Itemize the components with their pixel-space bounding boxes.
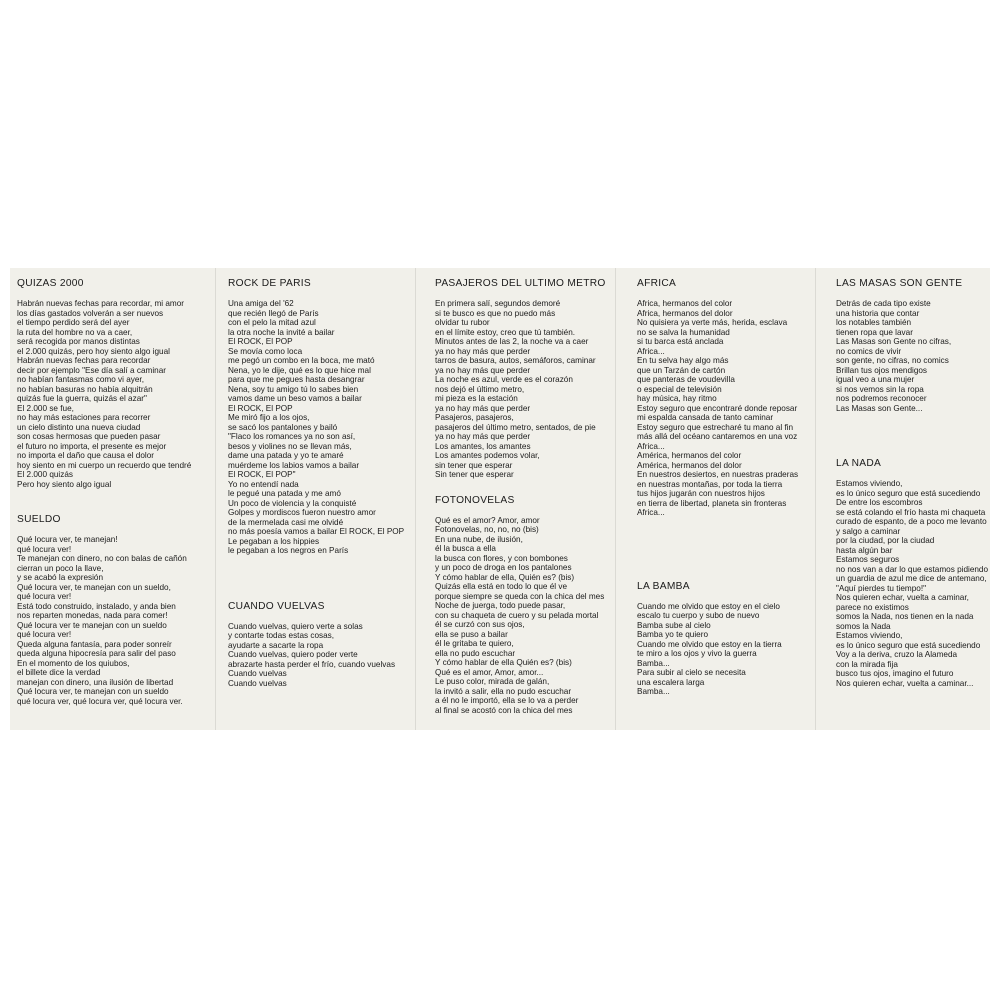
lyric-line: te miro a los ojos y vivo la guerra — [637, 649, 757, 658]
lyric-line: sin tener que esperar — [435, 460, 513, 470]
lyric-line: el billete dice la verdad — [17, 668, 101, 677]
lyric-line: olvidar tu rubor — [435, 318, 490, 327]
lyric-line: Le puso color, mirada de galán, — [435, 677, 550, 686]
lyric-line: Fotonovelas, no, no, no (bis) — [435, 525, 539, 534]
song-fotonovelas — [435, 494, 606, 716]
lyric-line: si te busco es que no puedo más — [435, 308, 556, 318]
lyric-line: Estamos seguros — [836, 555, 900, 564]
lyric-line: Africa... — [637, 346, 665, 356]
spacer — [17, 489, 191, 513]
lyric-line: quizás fue la guerra, quizás el azar" — [17, 394, 147, 403]
lyric-line: en nuestras montañas, por toda la tierra — [637, 479, 783, 489]
lyric-line: Bamba... — [637, 687, 670, 696]
lyric-line: manejan con dinero, una ilusión de libertad — [17, 677, 174, 687]
lyric-line: no importa el daño que causa el dolor — [17, 451, 155, 460]
song-lyrics — [435, 516, 606, 716]
lyric-line: la ruta del hombre no va a caer, — [17, 327, 133, 337]
lyric-line: Brillan tus ojos mendigos — [836, 365, 928, 375]
song-sueldo — [17, 513, 191, 706]
lyric-line: Voy a la deriva, cruzo la Alameda — [836, 650, 958, 659]
lyric-line: Bamba sube al cielo — [637, 620, 711, 630]
song-la-bamba — [637, 580, 798, 697]
lyric-line: De entre los escombros — [836, 498, 923, 507]
spacer — [836, 413, 988, 457]
lyric-line: Sin tener que esperar — [435, 470, 514, 479]
song-lyrics — [836, 299, 988, 413]
lyrics-column-5 — [836, 277, 988, 688]
lyric-line: Y cómo hablar de ella Quién es? (bis) — [435, 658, 572, 667]
lyric-line: él le gritaba te quiero, — [435, 639, 514, 648]
song-title: QUIZAS 2000 — [17, 278, 84, 289]
lyric-line: hasta algún bar — [836, 545, 893, 555]
lyric-line: queda alguna hipocresía para salir del paso — [17, 649, 176, 658]
lyric-line: no nos van a dar lo que estamos pidiendo — [836, 564, 989, 574]
lyric-line: no comics de vivir — [836, 346, 902, 356]
song-title: SUELDO — [17, 514, 61, 525]
lyric-line: Una amiga del '62 — [228, 299, 294, 308]
lyric-line: Nos quieren echar, vuelta a caminar... — [836, 678, 974, 688]
lyric-line: ya no hay más que perder — [435, 403, 531, 413]
lyric-line: ella se puso a bailar — [435, 629, 508, 639]
lyric-line: y se acabó la expresión — [17, 573, 104, 582]
lyric-line: el tiempo perdido será del ayer — [17, 318, 130, 327]
lyric-line: en tierra de libertad, planeta sin fronteras — [637, 498, 787, 508]
lyric-line: le pegaban a los negros en París — [228, 546, 349, 555]
lyric-line: tienen ropa que lavar — [836, 327, 913, 337]
lyric-line: y contarte todas estas cosas, — [228, 631, 335, 640]
lyric-line: Las Masas son Gente... — [836, 403, 923, 413]
lyric-line: Cuando vuelvas — [228, 669, 287, 678]
lyric-line: Cuando me olvido que estoy en el cielo — [637, 601, 780, 611]
song-la-nada — [836, 457, 988, 688]
lyric-line: el 2.000 quizás, pero hoy siento algo igual — [17, 346, 170, 356]
lyrics-column-1 — [17, 277, 191, 706]
lyric-line: nos dejó el último metro, — [435, 384, 525, 394]
lyric-sheet — [10, 268, 990, 730]
lyric-line: con su chaqueta de cuero y su pelada mortal — [435, 610, 599, 620]
lyric-line: busco tus ojos, imagino el futuro — [836, 669, 954, 678]
lyric-line: escalo tu cuerpo y subo de nuevo — [637, 611, 760, 620]
lyric-line: que recién llegó de París — [228, 308, 319, 318]
lyric-line: "Aquí pierdes tu tiempo!" — [836, 583, 927, 593]
lyric-line: nos reparten monedas, nada para comer! — [17, 611, 168, 620]
song-title: CUANDO VUELVAS — [228, 600, 325, 612]
fold-line — [615, 268, 616, 730]
song-rock-de-paris — [228, 277, 404, 556]
lyric-line: Noche de juerga, todo puede pasar, — [435, 601, 566, 610]
spacer — [435, 480, 606, 494]
lyric-line: En nuestros desiertos, en nuestras praderas — [637, 470, 799, 479]
lyric-line: por la ciudad, por la ciudad — [836, 536, 935, 545]
fold-line — [415, 268, 416, 730]
lyric-line: En primera salí, segundos demoré — [435, 299, 561, 308]
lyric-line: Qué locura ver, te manejan con un sueldo, — [17, 582, 171, 592]
lyric-line: igual veo a una mujer — [836, 375, 915, 384]
song-lyrics — [637, 602, 798, 697]
song-lyrics — [435, 299, 606, 480]
lyric-line: más allá del océano cantaremos en una voz — [637, 432, 798, 441]
lyric-line: de la mermelada casi me olvidé — [228, 517, 344, 527]
song-title: PASAJEROS DEL ULTIMO METRO — [435, 278, 606, 289]
lyric-line: si tu barca está anclada — [637, 337, 724, 346]
lyric-line: se está colando el frío hasta mi chaqueta — [836, 507, 986, 517]
lyric-line: Bamba... — [637, 658, 670, 668]
song-lyrics — [17, 535, 191, 706]
lyric-line: un cielo distinto una nueva ciudad — [17, 422, 141, 432]
lyric-line: son cosas hermosas que pueden pasar — [17, 432, 161, 441]
lyric-line: Estamos viviendo, — [836, 479, 903, 488]
lyric-line: Pero hoy siento algo igual — [17, 479, 112, 489]
song-quizas-2000 — [17, 277, 191, 489]
lyric-line: Los amantes podemos volar, — [435, 451, 540, 460]
lyric-line: no más poesía vamos a bailar El ROCK, El POP — [228, 527, 405, 536]
song-lyrics — [228, 299, 404, 556]
lyric-line: Quizás ella está en todo lo que él ve — [435, 582, 567, 591]
lyric-line: Se movía como loca — [228, 346, 303, 356]
lyric-line: Qué locura ver, te manejan! — [17, 535, 118, 544]
song-las-masas-son-gente — [836, 277, 988, 413]
lyric-line: para que me pegues hasta desangrar — [228, 375, 365, 384]
lyric-line: un guardia de azul me dice de antemano, — [836, 574, 987, 583]
song-lyrics — [17, 299, 191, 489]
lyric-line: La noche es azul, verde es el corazón — [435, 375, 573, 384]
lyric-line: Pasajeros, pasajeros, — [435, 413, 514, 422]
lyric-line: que panteras de voudevilla — [637, 375, 735, 384]
lyric-line: El ROCK, El POP — [228, 337, 293, 346]
lyric-line: una historia que contar — [836, 308, 920, 318]
song-pasajeros-del-ultimo-metro — [435, 277, 606, 480]
lyric-line: hoy siento en mi cuerpo un recuerdo que tendré — [17, 460, 192, 470]
lyric-line: la invitó a salir, ella no pudo escuchar — [435, 686, 572, 696]
song-title: LAS MASAS SON GENTE — [836, 278, 963, 289]
lyric-line: se sacó los pantalones y bailó — [228, 422, 338, 432]
lyric-line: Cuando vuelvas, quiero poder verte — [228, 650, 358, 659]
lyric-line: si nos vemos sin la ropa — [836, 384, 924, 394]
lyric-line: Qué es el amor, Amor, amor... — [435, 667, 544, 677]
song-africa — [637, 277, 798, 518]
lyrics-column-2 — [228, 277, 404, 688]
lyric-line: El 2.000 quizás — [17, 470, 73, 479]
lyric-line: Qué locura ver, te manejan con un sueldo — [17, 687, 169, 696]
lyric-line: será recogida por manos distintas — [17, 337, 140, 346]
lyric-line: Africa... — [637, 441, 665, 451]
lyric-line: Y cómo hablar de ella, Quién es? (bis) — [435, 572, 575, 582]
lyric-line: Africa... — [637, 508, 665, 517]
lyric-line: Queda alguna fantasía, para poder sonreír — [17, 639, 172, 649]
lyric-line: Los amantes, los amantes — [435, 441, 531, 451]
song-title: AFRICA — [637, 278, 677, 289]
lyric-line: ayudarte a sacarte la ropa — [228, 640, 324, 650]
song-title: LA BAMBA — [637, 580, 690, 592]
lyric-line: mi pieza es la estación — [435, 394, 518, 403]
song-title: LA NADA — [836, 458, 882, 469]
lyric-line: la busca con flores, y con bombones — [435, 553, 568, 563]
lyric-line: abrazarte hasta perder el frío, cuando vuelvas — [228, 659, 396, 669]
lyric-line: en el límite estoy, creo que tú también. — [435, 327, 576, 337]
lyric-line: Cuando vuelvas, quiero verte a solas — [228, 621, 363, 631]
lyric-line: pasajeros del último metro, sentados, de pie — [435, 422, 596, 432]
lyric-line: no se salva la humanidad — [637, 327, 730, 337]
lyric-line: No quisiera ya verte más, herida, esclava — [637, 318, 788, 327]
lyric-line: Africa, hermanos del dolor — [637, 308, 733, 318]
lyric-line: América, hermanos del dolor — [637, 460, 742, 470]
lyric-line: Nena, yo le dije, qué es lo que hice mal — [228, 365, 371, 375]
spacer — [637, 518, 798, 580]
lyric-line: Cuando me olvido que estoy en la tierra — [637, 639, 782, 649]
lyric-line: América, hermanos del color — [637, 451, 742, 460]
lyric-line: Nos quieren echar, vuelta a caminar, — [836, 593, 969, 602]
song-title: FOTONOVELAS — [435, 494, 515, 506]
lyric-line: tus hijos jugarán con nuestros hijos — [637, 489, 765, 498]
lyric-line: El ROCK, El POP" — [228, 470, 296, 479]
lyric-line: besos y violines no se llevan más, — [228, 441, 352, 451]
lyric-line: curado de espanto, de a poco me levanto — [836, 517, 987, 526]
lyric-line: no hay más estaciones para recorrer — [17, 413, 151, 422]
lyric-line: nos podremos reconocer — [836, 394, 927, 403]
lyric-line: Habrán nuevas fechas para recordar — [17, 356, 151, 365]
lyric-line: Habrán nuevas fechas para recordar, mi amor — [17, 299, 185, 308]
lyric-line: Golpes y mordiscos fueron nuestro amor — [228, 508, 376, 517]
lyric-line: En una nube, de ilusión, — [435, 534, 523, 544]
song-title: ROCK DE PARIS — [228, 278, 311, 289]
lyric-line: Para subir al cielo se necesita — [637, 668, 746, 677]
lyric-line: Detrás de cada tipo existe — [836, 299, 931, 308]
lyric-line: la otra noche la invité a bailar — [228, 327, 335, 337]
lyric-line: Estoy seguro que estrecharé tu mano al fin — [637, 422, 794, 432]
lyric-line: a él no le importó, ella se lo va a perder — [435, 696, 579, 705]
lyric-line: Le pegaban a los hippies — [228, 536, 320, 546]
lyric-line: vamos dame un beso vamos a bailar — [228, 394, 362, 403]
lyric-line: ya no hay más que perder — [435, 432, 531, 441]
lyric-line: con la mirada fija — [836, 659, 898, 669]
lyric-line: dame una patada y yo te amaré — [228, 451, 344, 460]
lyric-line: y salgo a caminar — [836, 526, 901, 536]
lyric-line: Africa, hermanos del color — [637, 299, 733, 308]
lyric-line: Un poco de violencia y la conquisté — [228, 498, 357, 508]
lyric-line: somos la Nada, nos tienen en la nada — [836, 612, 974, 621]
lyric-line: mi espalda cansada de tanto caminar — [637, 413, 774, 422]
lyric-line: porque siempre se queda con la chica del mes — [435, 591, 605, 601]
lyric-line: tarros de basura, autos, semáforos, caminar — [435, 356, 596, 365]
lyric-line: Cuando vuelvas — [228, 678, 287, 688]
lyric-line: cierran un poco la llave, — [17, 563, 104, 573]
lyric-line: y un poco de droga en los pantalones — [435, 563, 572, 572]
fold-line — [815, 268, 816, 730]
lyric-line: En tu selva hay algo más — [637, 356, 729, 365]
song-cuando-vuelvas — [228, 600, 404, 689]
lyric-line: El ROCK, El POP — [228, 403, 293, 413]
lyric-line: no habían basuras no había alquitrán — [17, 384, 153, 394]
lyric-line: Minutos antes de las 2, la noche va a caer — [435, 337, 589, 346]
lyric-line: parece no existimos — [836, 602, 909, 612]
lyric-line: En el momento de los quiubos, — [17, 658, 130, 668]
lyric-line: él se curzó con sus ojos, — [435, 620, 525, 629]
lyric-line: le pegué una patada y me amó — [228, 489, 341, 498]
song-lyrics — [836, 479, 988, 688]
lyric-line: al final se acostó con la chica del mes — [435, 705, 573, 715]
lyric-line: los notables también — [836, 318, 912, 327]
lyric-line: o especial de televisión — [637, 384, 722, 394]
lyric-line: Está todo construido, instalado, y anda bien — [17, 601, 176, 611]
lyric-line: Bamba yo te quiero — [637, 630, 709, 639]
lyric-line: Qué locura ver te manejan con un sueldo — [17, 620, 167, 630]
lyric-line: es lo único seguro que está sucediendo — [836, 488, 981, 498]
lyric-line: Yo no entendí nada — [228, 479, 299, 489]
lyric-line: qué locura ver, qué locura ver, qué locura ver. — [17, 696, 183, 706]
lyric-line: es lo único seguro que está sucediendo — [836, 640, 981, 650]
fold-line — [215, 268, 216, 730]
lyric-line: los días gastados volverán a ser nuevos — [17, 308, 164, 318]
song-lyrics — [228, 622, 404, 689]
lyric-line: qué locura ver! — [17, 630, 72, 639]
lyric-line: Te manejan con dinero, no con balas de cañón — [17, 554, 187, 563]
lyrics-column-3 — [435, 277, 606, 715]
lyric-line: él la busca a ella — [435, 544, 496, 553]
lyric-line: "Flaco los romances ya no son así, — [228, 432, 356, 441]
spacer — [228, 556, 404, 600]
lyric-line: con el pelo la mitad azul — [228, 318, 316, 327]
lyric-line: el futuro no importa, el presente es mejor — [17, 441, 167, 451]
lyric-line: no habían fantasmas como vi ayer, — [17, 375, 144, 384]
lyric-line: Estoy seguro que encontraré donde reposar — [637, 403, 798, 413]
lyric-line: muérdeme los labios vamos a bailar — [228, 460, 360, 470]
lyric-line: Las Masas son Gente no cifras, — [836, 337, 952, 346]
lyric-line: hay música, hay ritmo — [637, 394, 717, 403]
lyric-line: Qué es el amor? Amor, amor — [435, 515, 540, 525]
lyric-line: decir por ejemplo "Ese día salí a caminar — [17, 365, 166, 375]
lyric-line: una escalera larga — [637, 677, 705, 687]
lyric-line: que un Tarzán de cartón — [637, 365, 726, 375]
lyric-line: son gente, no cifras, no comics — [836, 356, 949, 365]
lyric-line: El 2.000 se fue, — [17, 403, 74, 413]
lyric-line: qué locura ver! — [17, 592, 72, 601]
lyric-line: ya no hay más que perder — [435, 346, 531, 356]
lyric-line: ella no pudo escuchar — [435, 648, 516, 658]
lyric-line: somos la Nada — [836, 621, 891, 631]
lyric-line: me pegó un combo en la boca, me mató — [228, 356, 375, 365]
lyric-line: ya no hay más que perder — [435, 365, 531, 375]
lyric-line: Estamos viviendo, — [836, 631, 903, 640]
lyric-line: Nena, soy tu amigo tú lo sabes bien — [228, 384, 359, 394]
lyric-line: qué locura ver! — [17, 544, 72, 554]
lyric-line: Me miró fijo a los ojos, — [228, 413, 310, 422]
song-lyrics — [637, 299, 798, 518]
lyrics-column-4 — [637, 277, 798, 697]
